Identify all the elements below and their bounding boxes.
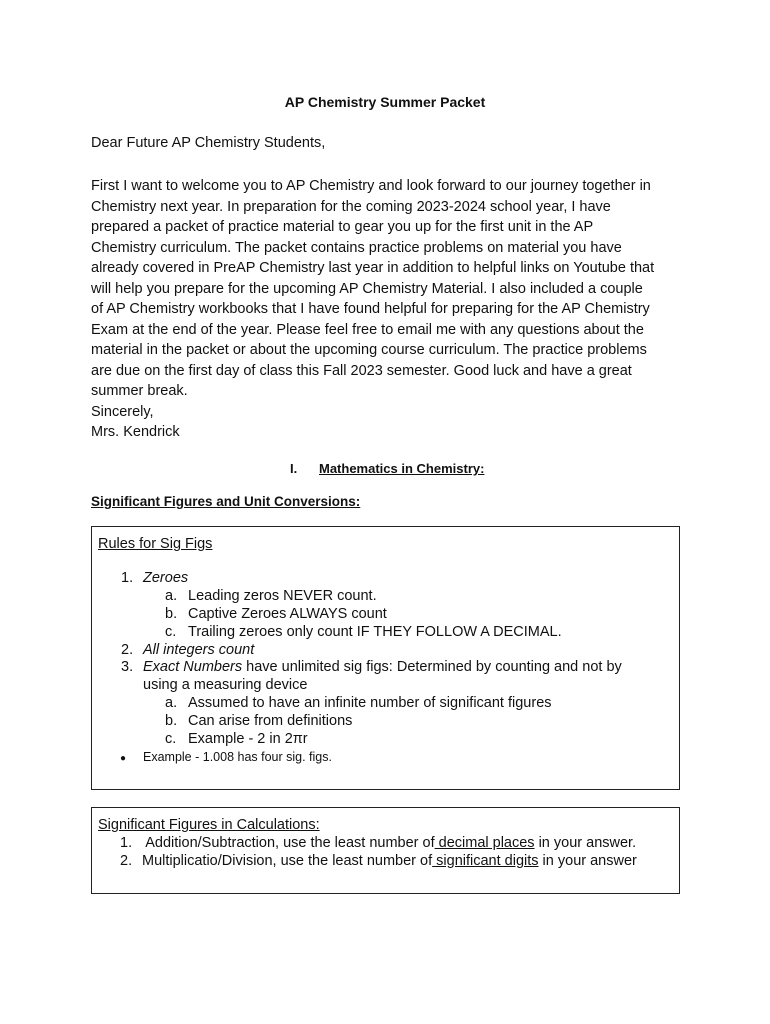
list-subitem bbox=[165, 606, 387, 622]
list-text: Captive Zeroes ALWAYS count bbox=[188, 606, 387, 622]
list-item bbox=[120, 835, 636, 851]
list-text: Can arise from definitions bbox=[188, 713, 353, 729]
letter-line: of AP Chemistry workbooks that I have found helpful for preparing for the AP Chemistry bbox=[91, 301, 650, 317]
list-item bbox=[121, 570, 188, 586]
closing: Sincerely, bbox=[91, 403, 154, 420]
list-text: Trailing zeroes only count IF THEY FOLLOW A DECIMAL. bbox=[188, 624, 562, 640]
list-marker: b. bbox=[165, 713, 178, 729]
letter-line: summer break. bbox=[91, 383, 188, 399]
list-text: Multiplicatio/Division, use the least number of bbox=[142, 853, 433, 869]
letter-line: Chemistry next year. In preparation for the coming 2023-2024 school year, I have bbox=[91, 198, 611, 215]
list-subitem bbox=[165, 731, 308, 747]
list-label: Exact Numbers bbox=[143, 659, 243, 675]
list-text: Zeroes bbox=[143, 570, 189, 586]
list-text: Leading zeros NEVER count. bbox=[188, 588, 377, 604]
list-marker: a. bbox=[165, 695, 178, 711]
list-subitem bbox=[165, 624, 562, 640]
list-subitem bbox=[165, 588, 377, 604]
list-marker: b. bbox=[165, 606, 178, 622]
bullet-item bbox=[120, 750, 332, 764]
list-marker: 1. bbox=[120, 835, 133, 851]
signature: Mrs. Kendrick bbox=[91, 424, 180, 440]
letter-line: Chemistry curriculum. The packet contains practice problems on material you have bbox=[91, 239, 622, 256]
list-marker: 2. bbox=[120, 853, 133, 869]
calculations-box bbox=[91, 807, 680, 894]
list-text: Assumed to have an infinite number of significant figures bbox=[188, 695, 552, 711]
list-text: Example - 1.008 has four sig. figs. bbox=[143, 750, 332, 764]
list-marker: a. bbox=[165, 588, 178, 604]
section-numeral: I. bbox=[290, 461, 298, 476]
letter-line: prepared a packet of practice material to gear you up for the first unit in the AP bbox=[91, 219, 594, 235]
section-heading bbox=[290, 461, 484, 476]
list-marker: c. bbox=[165, 731, 177, 747]
list-item-continuation: using a measuring device bbox=[143, 677, 308, 693]
list-text: in your answer. bbox=[534, 835, 637, 851]
list-text: Example - 2 in 2πr bbox=[188, 731, 308, 747]
letter-line: First I want to welcome you to AP Chemistry and look forward to our journey together in bbox=[91, 178, 651, 194]
list-item bbox=[121, 659, 622, 675]
list-item bbox=[120, 853, 637, 869]
list-text: Addition/Subtraction, use the least number of bbox=[142, 835, 435, 851]
letter-line: material in the packet or about the upcoming course curriculum. The practice problems bbox=[91, 342, 647, 358]
bullet-icon: ● bbox=[120, 753, 127, 764]
letter-line: will help you prepare for the upcoming AP Chemistry Material. I also included a couple bbox=[91, 280, 643, 297]
rules-box-title: Rules for Sig Figs bbox=[98, 536, 213, 552]
list-item bbox=[121, 642, 254, 658]
list-marker: 3. bbox=[121, 659, 134, 675]
list-text: in your answer bbox=[538, 853, 637, 869]
list-emphasis: decimal places bbox=[434, 835, 535, 851]
list-marker: 2. bbox=[121, 642, 134, 658]
letter-line: Exam at the end of the year. Please feel free to email me with any questions about the bbox=[91, 321, 644, 338]
rules-box bbox=[91, 526, 680, 790]
section-title: Mathematics in Chemistry: bbox=[319, 461, 485, 476]
list-text: have unlimited sig figs: Determined by counting and not by bbox=[242, 659, 622, 675]
subsection-heading: Significant Figures and Unit Conversions: bbox=[91, 494, 361, 509]
list-text: All integers count bbox=[143, 642, 255, 658]
calculations-box-title: Significant Figures in Calculations: bbox=[98, 817, 320, 833]
page-title: AP Chemistry Summer Packet bbox=[284, 94, 486, 110]
list-emphasis: significant digits bbox=[432, 853, 539, 869]
list-marker: 1. bbox=[121, 570, 134, 586]
list-subitem bbox=[165, 695, 552, 711]
list-subitem bbox=[165, 713, 352, 729]
list-marker: c. bbox=[165, 624, 177, 640]
letter-body bbox=[91, 176, 691, 443]
letter-line: already covered in PreAP Chemistry last year in addition to helpful links on Youtube that bbox=[91, 260, 655, 276]
greeting: Dear Future AP Chemistry Students, bbox=[91, 135, 326, 151]
letter-line: are due on the first day of class this Fall 2023 semester. Good luck and have a great bbox=[91, 362, 632, 379]
